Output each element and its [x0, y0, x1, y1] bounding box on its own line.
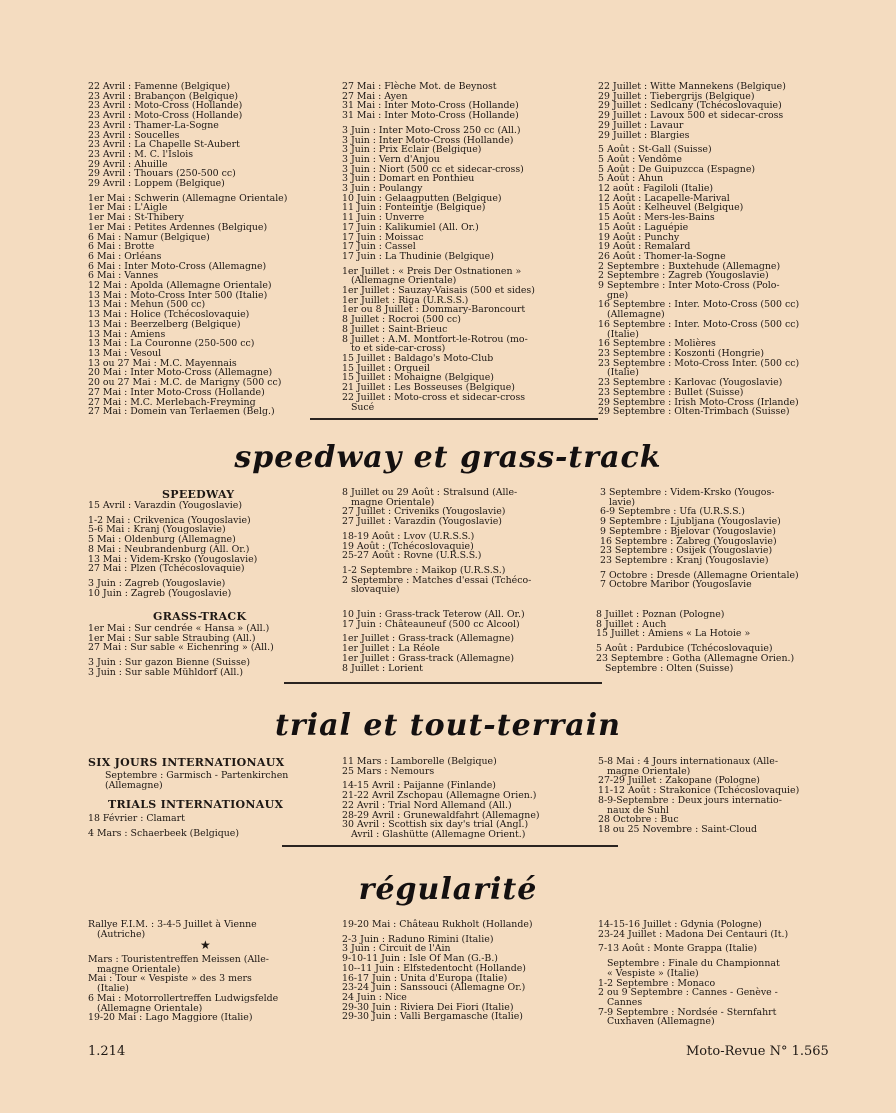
trials-lines — [88, 814, 336, 838]
list-item: 19-20 Mai : Château Rukholt (Hollande) — [342, 919, 533, 930]
list-item: 9 Septembre : Inter Moto-Cross (Polo- — [598, 280, 780, 292]
list-item: Rallye F.I.M. : 3-4-5 Juillet à Vienne — [88, 919, 257, 930]
list-item: 29 Juillet : Lavaur — [598, 119, 684, 131]
list-item: (Allemagne Orientale) — [342, 275, 457, 287]
list-item: 29 Avril : Ahuille — [88, 158, 168, 170]
grass-track-heading: GRASS-TRACK — [153, 610, 247, 623]
list-item: 29-30 Juin : Valli Bergamasche (Italie) — [342, 1011, 523, 1023]
list-item: 1er Juillet : « Preis Der Ostnationen » — [342, 265, 522, 277]
list-item: 27 Mai : Domein van Terlaemen (Belg.) — [88, 406, 275, 418]
list-item: 10--11 Juin : Elfstedentocht (Hollande) — [342, 962, 526, 974]
list-item: 16 Septembre : Zabreg (Yougoslavie) — [600, 535, 777, 547]
list-item: 25-27 Août : Rovne (U.R.S.S.) — [342, 550, 482, 562]
section-divider — [284, 682, 602, 684]
list-item: 27 Juillet : Varazdin (Yougoslavie) — [342, 516, 502, 528]
list-item: 25 Mars : Nemours — [342, 765, 435, 777]
list-item: 26 Août : Thomer-la-Sogne — [598, 250, 726, 262]
list-item: 23 Avril : La Chapelle St-Aubert — [88, 139, 240, 151]
list-item: (Allemagne) — [96, 779, 163, 791]
list-item: 18-19 Août : Lvov (U.R.S.S.) — [342, 530, 475, 542]
list-item: 15 Août : Mers-les-Bains — [598, 212, 715, 224]
list-item: 23 Septembre : Gotha (Allemagne Orien.) — [596, 652, 795, 664]
six-jours-heading: SIX JOURS INTERNATIONAUX — [88, 756, 285, 769]
list-item: 12 Mai : Apolda (Allemagne Orientale) — [88, 280, 272, 292]
list-item: 5 Août : St-Gall (Suisse) — [598, 144, 712, 156]
list-item: 3 Juin : Prix Eclair (Belgique) — [342, 144, 482, 156]
list-item: 17 Juin : Kalikumiel (All. Or.) — [342, 221, 479, 233]
list-item: 5 Août : Pardubice (Tchécoslovaquie) — [596, 643, 773, 655]
list-item: 27 Mai : Ayen — [342, 90, 408, 102]
list-item: 1-2 Septembre : Maikop (U.R.S.S.) — [342, 564, 506, 576]
list-item: 1er Juillet : Riga (U.R.S.S.) — [342, 294, 469, 306]
list-item: 13 Mai : Holice (Tchécoslovaquie) — [88, 309, 250, 321]
list-item: 9 Septembre : Bjelovar (Yougoslavie) — [600, 525, 776, 537]
list-item: 15 Juillet : Mohaigne (Belgique) — [342, 372, 494, 384]
list-item: 8 Juillet ou 29 Août : Stralsund (Alle- — [342, 487, 518, 498]
list-item: 29 Juillet : Blargies — [598, 129, 690, 141]
list-item: 8 Juillet : Rocroi (500 cc) — [342, 314, 461, 326]
list-item: 23 Avril : Brabançon (Belgique) — [88, 90, 239, 102]
list-item: 27 Mai : Flèche Mot. de Beynost — [342, 81, 497, 92]
trial-column-3 — [598, 757, 838, 835]
list-item: 15 Août : Laguépie — [598, 221, 689, 233]
list-item: (Allemagne) — [598, 309, 665, 321]
list-item: 6 Mai : Inter Moto-Cross (Allemagne) — [88, 260, 267, 272]
list-item: 23 Avril : Moto-Cross (Hollande) — [88, 100, 243, 112]
list-item: 5-8 Mai : 4 Jours internationaux (Alle- — [598, 756, 778, 767]
list-item: 3 Juin : Circuit de l'Ain — [342, 943, 451, 955]
list-item: (Italie) — [598, 328, 639, 340]
list-item: 23 Avril : M. C. l'Islois — [88, 148, 194, 160]
list-item: 3 Juin : Niort (500 cc et sidecar-cross) — [342, 163, 524, 175]
list-item: 13 Mai : Moto-Cross Inter 500 (Italie) — [88, 289, 268, 301]
list-item: 3 Juin : Domart en Ponthieu — [342, 173, 475, 185]
list-item: 15 Juillet : Baldago's Moto-Club — [342, 352, 494, 364]
list-item: (Italie) — [598, 367, 639, 379]
list-item: magne Orientale) — [598, 765, 691, 777]
list-item: 15 Avril : Varazdin (Yougoslavie) — [88, 500, 242, 511]
list-item: 31 Mai : Inter Moto-Cross (Hollande) — [342, 100, 519, 112]
list-item: 1er Juillet : La Réole — [342, 643, 440, 655]
list-item: 7-13 Août : Monte Grappa (Italie) — [598, 943, 758, 955]
list-item: 4 Mars : Schaerbeek (Belgique) — [88, 827, 239, 839]
list-item: 22 Juillet : Witte Mannekens (Belgique) — [598, 81, 786, 92]
list-item: 27 Mai : M.C. Merlebach-Freyming — [88, 396, 256, 408]
list-item: 15 Août : Kelheuvel (Belgique) — [598, 202, 744, 214]
list-item: 2 Septembre : Zagreb (Yougoslavie) — [598, 270, 769, 282]
list-item: slovaquie) — [342, 584, 400, 596]
list-item: 1er ou 8 Juillet : Dommary-Baroncourt — [342, 304, 526, 316]
list-item: 17 Juin : Moissac — [342, 231, 424, 243]
list-item: 3 Juin : Zagreb (Yougoslavie) — [88, 577, 226, 589]
section-divider — [282, 845, 618, 847]
list-item: 13 Mai : Videm-Krsko (Yougoslavie) — [88, 553, 258, 565]
list-item: 13 Mai : Beerzelberg (Belgique) — [88, 318, 241, 330]
list-item: 5 Août : Vendôme — [598, 153, 682, 165]
page-number: 1.214 — [88, 1044, 126, 1059]
speedway-banner: speedway et grass-track — [234, 440, 662, 475]
grass-track-column-3 — [596, 610, 836, 673]
list-item: 29 Juillet : Tiebergrijs (Belgique) — [598, 90, 755, 102]
list-item: 20 ou 27 Mai : M.C. de Marigny (500 cc) — [88, 377, 282, 389]
list-item: 2-3 Juin : Raduno Rimini (Italie) — [342, 933, 494, 945]
trials-heading: TRIALS INTERNATIONAUX — [108, 798, 284, 811]
list-item: 23-24 Juin : Sanssouci (Allemagne Or.) — [342, 982, 526, 994]
list-item: 6 Mai : Motorrollertreffen Ludwigsfelde — [88, 992, 279, 1004]
list-item: 10 Juin : Zagreb (Yougoslavie) — [88, 587, 232, 599]
list-item: 23 Septembre : Koszonti (Hongrie) — [598, 347, 765, 359]
list-item: 16 Septembre : Molières — [598, 338, 716, 350]
list-item: 29 Avril : Loppem (Belgique) — [88, 178, 225, 190]
list-item: 17 Juin : Châteauneuf (500 cc Alcool) — [342, 618, 520, 630]
list-item: 29 Septembre : Olten-Trimbach (Suisse) — [598, 406, 790, 418]
list-item: 13 Mai : La Couronne (250-500 cc) — [88, 338, 255, 350]
list-item: 21-22 Avril Zschopau (Allemagne Orien.) — [342, 790, 537, 802]
trial-column-2 — [342, 757, 592, 840]
list-item: 13 ou 27 Mai : M.C. Mayennais — [88, 357, 237, 369]
list-item: 18 ou 25 Novembre : Saint-Cloud — [598, 823, 758, 835]
list-item: Septembre : Garmisch - Partenkirchen — [96, 770, 289, 781]
list-item: 28-29 Avril : Grunewaldfahrt (Allemagne) — [342, 809, 540, 821]
list-item: 8 Juillet : Saint-Brieuc — [342, 323, 448, 335]
list-item: 24 Juin : Nice — [342, 991, 407, 1003]
list-item: 8 Juillet : Auch — [596, 618, 667, 630]
six-jours-lines — [96, 771, 336, 790]
list-item: 29 Juillet : Lavoux 500 et sidecar-cross — [598, 110, 784, 122]
list-item: 27 Mai : Sur sable « Eichenring » (All.) — [88, 642, 274, 654]
list-item: 1-2 Mai : Crikvenica (Yougoslavie) — [88, 514, 251, 526]
list-item: 19 Août : Punchy — [598, 231, 680, 243]
list-item: Avril : Glashütte (Allemagne Orient.) — [342, 828, 526, 840]
list-item: 7 Octobre : Dresde (Allemagne Orientale) — [600, 569, 799, 581]
list-item: 17 Juin : La Thudinie (Belgique) — [342, 250, 494, 262]
list-item: 3 Juin : Vern d'Anjou — [342, 153, 440, 165]
list-item: Mars : Touristentreffen Meissen (Alle- — [88, 954, 269, 965]
list-item: Cuxhaven (Allemagne) — [598, 1016, 715, 1028]
list-item: (Autriche) — [88, 928, 146, 940]
list-item: 1er Mai : Sur sable Straubing (All.) — [88, 632, 256, 644]
list-item: 7-9 Septembre : Nordsée - Sternfahrt — [598, 1006, 777, 1018]
list-item: 1er Mai : Schwerin (Allemagne Orientale) — [88, 192, 288, 204]
list-item: 12 Août : Lacapelle-Marival — [598, 192, 730, 204]
list-item: 14-15-16 Juillet : Gdynia (Pologne) — [598, 919, 762, 930]
list-item: 10 Juin : Gelaagputten (Belgique) — [342, 192, 502, 204]
list-item: 3 Juin : Sur gazon Bienne (Suisse) — [88, 657, 250, 669]
calendar-column-3 — [598, 82, 838, 417]
regularite-column-1a — [88, 920, 336, 939]
list-item: 29 Juillet : Sedlcany (Tchécoslovaquie) — [598, 100, 782, 112]
list-item: 1er Mai : Petites Ardennes (Belgique) — [88, 221, 268, 233]
list-item: 16 Septembre : Inter. Moto-Cross (500 cc) — [598, 318, 800, 330]
list-item: 13 Mai : Vesoul — [88, 347, 162, 359]
list-item: 8 Mai : Neubrandenburg (All. Or.) — [88, 543, 250, 555]
list-item: 8 Juillet : Lorient — [342, 662, 423, 674]
list-item: 1er Mai : L'Aigle — [88, 202, 168, 214]
list-item: magne Orientale) — [88, 963, 181, 975]
list-item: 29 Avril : Thouars (250-500 cc) — [88, 168, 236, 180]
list-item: « Vespiste » (Italie) — [598, 967, 699, 979]
list-item: 2 ou 9 Septembre : Cannes - Genève - — [598, 987, 778, 999]
list-item: 13 Mai : Amiens — [88, 328, 166, 340]
list-item: 23 Septembre : Karlovac (Yougoslavie) — [598, 377, 783, 389]
speedway-column-3 — [600, 488, 840, 590]
list-item: Sucé — [342, 401, 375, 413]
list-item: 12 août : Fagiloli (Italie) — [598, 183, 714, 195]
list-item: 1er Mai : Sur cendrée « Hansa » (All.) — [88, 623, 270, 634]
speedway-column-1 — [88, 501, 336, 598]
list-item: 23 Septembre : Moto-Cross Inter. (500 cc) — [598, 357, 800, 369]
list-item: 19-20 Mai : Lago Maggiore (Italie) — [88, 1012, 253, 1024]
list-item: 29-30 Juin : Riviera Dei Fiori (Italie) — [342, 1001, 514, 1013]
list-item: 20 Mai : Inter Moto-Cross (Allemagne) — [88, 367, 273, 379]
list-item: 3 Juin : Sur sable Mühldorf (All.) — [88, 666, 244, 678]
list-item: 29 Septembre : Irish Moto-Cross (Irlande) — [598, 396, 799, 408]
grass-track-column-2 — [342, 610, 592, 673]
list-item: 5-6 Mai : Kranj (Yougoslavie) — [88, 524, 226, 536]
list-item: 18 Février : Clamart — [88, 813, 185, 824]
list-item: 6 Mai : Brotte — [88, 241, 155, 253]
list-item: 23 Avril : Thamer-La-Sogne — [88, 119, 219, 131]
list-item: magne Orientale) — [342, 496, 435, 508]
speedway-column-2 — [342, 488, 592, 595]
list-item: 5 Août : De Guipuzcca (Espagne) — [598, 163, 756, 175]
list-item: naux de Suhl — [598, 804, 669, 816]
list-item: 11 Juin : Unverre — [342, 212, 425, 224]
list-item: 22 Avril : Trial Nord Allemand (All.) — [342, 799, 512, 811]
list-item: 6 Mai : Orléans — [88, 250, 162, 262]
list-item: 6-9 Septembre : Ufa (U.R.S.S.) — [600, 506, 745, 518]
list-item: 15 Juillet : Amiens « La Hotoie » — [596, 628, 751, 640]
calendar-column-2 — [342, 82, 592, 412]
list-item: 23 Avril : Soucelles — [88, 129, 180, 141]
list-item: 27 Mai : Inter Moto-Cross (Hollande) — [88, 386, 265, 398]
list-item: 1er Juillet : Grass-track (Allemagne) — [342, 652, 514, 664]
section-divider — [310, 418, 598, 420]
regularite-column-1b — [88, 955, 336, 1023]
list-item: 28 Octobre : Buc — [598, 814, 679, 826]
list-item: 21 Juillet : Les Bosseuses (Belgique) — [342, 382, 515, 394]
list-item: 22 Avril : Famenne (Belgique) — [88, 81, 231, 92]
list-item: Septembre : Finale du Championnat — [598, 958, 780, 970]
list-item: 23 Avril : Moto-Cross (Hollande) — [88, 110, 243, 122]
list-item: 10 Juin : Grass-track Teterow (All. Or.) — [342, 609, 525, 620]
list-item: 23 Septembre : Osijek (Yougoslavie) — [600, 545, 773, 557]
list-item: Cannes — [598, 996, 643, 1008]
list-item: 30 Avril : Scottish six day's trial (Angl.) — [342, 819, 529, 831]
list-item: 31 Mai : Inter Moto-Cross (Hollande) — [342, 110, 519, 122]
list-item: 16-17 Juin : Unita d'Europa (Italie) — [342, 972, 508, 984]
list-item: 19 Août : Remalard — [598, 241, 691, 253]
list-item: 1er Juillet : Grass-track (Allemagne) — [342, 633, 514, 645]
regularite-column-3 — [598, 920, 838, 1027]
list-item: 8 Juillet : Poznan (Pologne) — [596, 609, 725, 620]
regularite-banner: régularité — [358, 872, 538, 907]
list-item: 1er Juillet : Sauzay-Vaisais (500 et sides) — [342, 285, 535, 297]
list-item: 8 Juillet : A.M. Montfort-le-Rotrou (mo- — [342, 333, 528, 345]
list-item: 9-10-11 Juin : Isle Of Man (G.-B.) — [342, 953, 498, 965]
list-item: 22 Juillet : Moto-cross et sidecar-cross — [342, 391, 526, 403]
list-item: Mai : Tour « Vespiste » des 3 mers — [88, 973, 252, 985]
list-item: 27 Juillet : Criveniks (Yougoslavie) — [342, 506, 506, 518]
calendar-column-1 — [88, 82, 336, 417]
list-item: 17 Juin : Cassel — [342, 241, 416, 253]
list-item: Septembre : Olten (Suisse) — [596, 662, 734, 674]
list-item: 27-29 Juillet : Zakopane (Pologne) — [598, 775, 760, 787]
list-item: 14-15 Avril : Paijanne (Finlande) — [342, 780, 496, 792]
grass-track-column-1 — [88, 624, 336, 678]
list-item: 11 Mars : Lamborelle (Belgique) — [342, 756, 497, 767]
list-item: 23 Septembre : Kranj (Yougoslavie) — [600, 554, 769, 566]
list-item: 16 Septembre : Inter. Moto-Cross (500 cc) — [598, 299, 800, 311]
list-item: 23-24 Juillet : Madona Dei Centauri (It.) — [598, 928, 789, 940]
list-item: 1-2 Septembre : Monaco — [598, 977, 716, 989]
list-item: 2 Septembre : Matches d'essai (Tchéco- — [342, 574, 532, 586]
list-item: 15 Juillet : Orgueil — [342, 362, 430, 374]
list-item: (Allemagne Orientale) — [88, 1002, 203, 1014]
list-item: 9 Septembre : Ljubljana (Yougoslavie) — [600, 516, 781, 528]
speedway-heading: SPEEDWAY — [162, 488, 235, 501]
list-item: 8-9-Septembre : Deux jours internatio- — [598, 794, 782, 806]
list-item: (Italie) — [88, 983, 129, 995]
list-item: 3 Juin : Inter Moto-Cross 250 cc (All.) — [342, 124, 521, 136]
list-item: lavie) — [600, 496, 636, 508]
list-item: 3 Juin : Poulangy — [342, 183, 423, 195]
star-ornament: ★ — [200, 938, 211, 952]
list-item: 5 Août : Ahun — [598, 173, 664, 185]
regularite-column-2 — [342, 920, 592, 1022]
list-item: 6 Mai : Vannes — [88, 270, 159, 282]
list-item: gne) — [598, 289, 629, 301]
trial-banner: trial et tout-terrain — [275, 708, 621, 743]
list-item: 3 Septembre : Videm-Krsko (Yougos- — [600, 487, 775, 498]
list-item: 7 Octobre Maribor (Yougoslavie — [600, 579, 752, 591]
magazine-issue: Moto-Revue N° 1.565 — [686, 1044, 829, 1059]
list-item: 27 Mai : Plzen (Tchécoslovaquie) — [88, 563, 245, 575]
list-item: to et side-car-cross) — [342, 343, 446, 355]
list-item: 23 Septembre : Bullet (Suisse) — [598, 386, 744, 398]
list-item: 11 Juin : Fonteintje (Belgique) — [342, 202, 486, 214]
list-item: 11-12 Août : Strakonice (Tchécoslovaquie) — [598, 785, 800, 797]
list-item: 3 Juin : Inter Moto-Cross (Hollande) — [342, 134, 514, 146]
list-item: 2 Septembre : Buxtehude (Allemagne) — [598, 260, 781, 272]
list-item: 1er Mai : St-Thibery — [88, 212, 184, 224]
list-item: 19 Août : (Tchécoslovaquie) — [342, 540, 474, 552]
list-item: 5 Mai : Oldenburg (Allemagne) — [88, 534, 236, 546]
list-item: 6 Mai : Namur (Belgique) — [88, 231, 210, 243]
list-item: 13 Mai : Mehun (500 cc) — [88, 299, 206, 311]
